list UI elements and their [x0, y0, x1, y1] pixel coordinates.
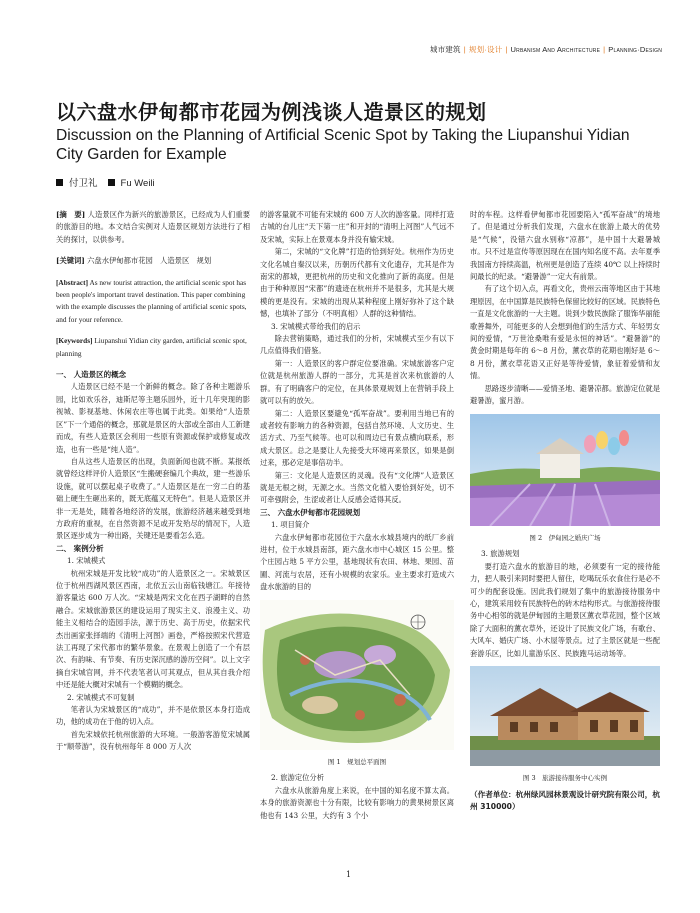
- article-title: 以六盘水伊甸都市花园为例浅谈人造景区的规划: [56, 100, 487, 124]
- paragraph: 思路逐步清晰——爱情圣地、避暑凉都。旅游定位就是避暑游，蜜月游。: [470, 383, 660, 406]
- section-name: 规划·设计: [468, 45, 503, 54]
- article-title-en: Discussion on the Planning of Artificial Scenic Spot by Taking the Liupanshui Yidian City Garden for Example: [56, 127, 630, 163]
- column-2: [260, 209, 454, 822]
- journal-name: 城市建筑: [429, 45, 461, 54]
- figure-caption: 图 3 旅游接待服务中心实例: [522, 774, 608, 783]
- paragraph: 杭州宋城是开发比较“成功”的人造景区之一。宋城景区位于杭州西湖风景区西南，北依五云山南临钱塘江。年接待游客量达 600 万人次。“宋城是两宋文化在西子湖畔的自然融合。宋城旅游景区的建设运用了现实主义、浪漫主义、功能主义相结合的造园手法，源于历史、高于历史，依据宋代杰出画家张择端的《清明上河图》画卷，严格按照宋代营造法工再现了宋代都市的繁华景象。在景观上创造了一个有层次、有韵味、有节奏、有历史深沉感的游历空间”。以上文字摘自宋城官网，并不代表笔者认可其观点，但从其自我介绍中还是能大概对宋城有一个模糊的概念。: [56, 568, 250, 690]
- subsection-heading: 2. 宋城模式不可复制: [66, 692, 135, 702]
- wedding-plaza-figure: [470, 414, 660, 526]
- paragraph: 要打造六盘水的旅游目的地，必须要有一定的接待能力，把人吸引来同时要把人留住，吃喝玩乐衣食住行是必不可少的配套设施。因此我们规划了集中的旅游接待服务中心，建筑采用较有民族特色的砖木结构形式。与旅游接待服务中心相邻的就是伊甸园的主题景区薰衣草花园，整个区域除了大面积的薰衣草外，还设计了民族文化广场，有歌台、大风车、婚庆广场、小木屋等景点。过了主景区就是一些配套游乐区，比如儿童游乐区、民族跑马运动场等。: [470, 561, 660, 658]
- column-3: [470, 209, 660, 814]
- paragraph: 时的车程。这样看伊甸都市花园要陷入“孤军奋战”的境地了。但是通过分析我们发现，六盘水在旅游上最大的优势是“气候”，没错六盘水别称“凉都”，是中国十大避暑城市。只不过是宣传等原因现在在国内知名度不高。去年夏季我国南方持续高温，杭州更是创造了连续 40℃ 以上持续时间最长的纪录。“避暑游”一定大有前景。: [470, 210, 660, 282]
- subsection-heading: 3. 旅游规划: [480, 549, 520, 559]
- paragraph: 第一：人造景区的客户群定位要准确。宋城旅游客户定位就是杭州旅游人群的一部分，尤其是首次来杭旅游的人群。有了明确客户的定位，在具体景观规划上在营销手段上就可以有的放矢。: [260, 358, 454, 406]
- journal-name-en: Urbanism And Architecture: [510, 45, 601, 54]
- keywords-cn: [关键词] 六盘水伊甸都市花园 人造景区 规划: [56, 256, 212, 266]
- service-center-figure: [470, 666, 660, 766]
- paragraph: 第二：人造景区要避免“孤军奋战”。要利用当地已有的或者较有影响力的各种资源，包括自然环境、人文历史、生活方式、乃至气候等。也可以和周边已有景点横向联系，形成大景区。总之是要让人先接受大环境再来景区，如果是倒过来，那必定是事倍功半。: [260, 408, 454, 468]
- paragraph: 笔者认为宋城景区的“成功”，并不是依景区本身打造成功，他的成功在于他的切入点。: [56, 705, 250, 727]
- paragraph: 第二，宋城的“文化牌”打造的恰到好处。杭州作为历史文化名城自秦汉以来，历朝历代都有文化遗存，尤其是作为南宋的都城，更把杭州的历史和文化推向了新的高度。但是由于种种原因“宋都”的遗迹在杭州并不是很多，尤其是大规模的更是没有。宋城的出现从某种程度上刚好弥补了这个缺憾，也填补了部分（不明真相）人群的这种情结。: [260, 247, 454, 319]
- page-number: 1: [346, 870, 352, 879]
- abstract-en: [Abstract] As new tourist attraction, the artificial scenic spot has been people's important travel destination. This paper combining with the example discusses the planning of artificial scenic spots, and for your reference.: [56, 277, 247, 324]
- paragraph: 的游客量就不可能有宋城的 600 万人次的游客量。同样打造古城的台儿庄“天下第一庄”和开封的“清明上河图”人气远不及宋城，实际上在景观本身并没有输宋城。: [260, 210, 454, 244]
- subsection-heading: 1. 项目简介: [270, 520, 310, 530]
- paragraph: 首先宋城依托杭州旅游的大环境。一般游客游览宋城属于“顺带游”，没有杭州每年 8 000 万人次: [56, 729, 250, 752]
- square-bullet-icon: [56, 179, 63, 186]
- authors: [56, 175, 155, 189]
- figure-caption: 图 2 伊甸园之婚庆广场: [529, 533, 601, 542]
- author-cn: 付卫礼: [69, 178, 98, 189]
- section-name-en: Planning·Design: [608, 45, 662, 54]
- subsection-heading: 3. 宋城模式带给我们的启示: [270, 321, 361, 331]
- figure-caption: 图 1 规划总平面图: [327, 758, 387, 766]
- paragraph: 人造景区已经不是一个新鲜的概念。除了各种主题游乐园，比如欢乐谷，迪斯尼等主题乐园外，近十几年突现的影视城、影视基地、休闲农庄等也属于此类。如果给“人造景区”下一个通俗的概念，那就是景区的大部或全部由人工新建而成，有些人造景区会利用一些原有资源或保护或修复或改造，也有一些是“纯人造”。: [56, 382, 250, 454]
- paragraph: 自从这些人造景区的出现，负面新闻也就不断。某报纸就曾经这样评价人造景区“生搬硬套编几个典故，建一些游乐设施，就可以摆起桌子收费了。”人造景区是在一穷二白的基础上硬生生砸出来的，既无底蕴又无特色”。但是人造景区并非一无是处，随着各地经济的发展，旅游经济越来越受到地方政府的重视，在自然资源不足或开发殆尽的情况下，人造景区逐步成为一种出路，关键还是要看怎么造。: [56, 456, 250, 541]
- paragraph: 第三：文化是人造景区的灵魂。没有“文化牌”人造景区就是无根之树，无源之水。当然文化植入要恰到好处，切不可牵强附会，生涩或者让人反感会适得其反。: [260, 470, 454, 505]
- paragraph: 除去营销策略，通过我们的分析，宋城模式至少有以下几点值得我们借鉴。: [260, 334, 454, 356]
- section-heading: 一、 人造景区的概念: [56, 370, 127, 380]
- author-en: Fu Weili: [120, 178, 155, 189]
- running-header: 城市建筑 | 规划·设计 | Urbanism And Architecture | Planning·Design: [429, 45, 662, 54]
- subsection-heading: 1. 宋城模式: [66, 556, 106, 566]
- paragraph: 六盘水从旅游角度上来说，在中国的知名度不算太高。本身的旅游资源也十分有限，比较有影响力的黄果树景区离他也有 143 公里，大约有 3 个小: [260, 785, 454, 820]
- paragraph: 有了这个切入点，再看文化，贵州云南等地区由于其地理原因，在中国算是民族特色保留比较好的区域。民族特色一直是文化旅游的一大主题。说到少数民族除了服饰华丽能歌善舞外，可能更多的人会想到他们的生活方式、年轻男女间的爱情，“万世沧桑唯有爱是永恒的神话”。“避暑游”的黄金时期是每年的 6～8 月份，薰衣草的花期也刚好是 6～8 月份，薰衣草花语又正好是等待爱情，象征着爱情和友情。: [470, 284, 660, 381]
- paragraph: 六盘水伊甸都市花园位于六盘水水城县境内的纸厂乡前进村，位于水城县南部，距六盘水市中心城区 15 公里。整个庄园占地 5 平方公里，基地现状有农田、林地、果园、苗圃、河流与农居，还有小规模的农家乐。业主要求打造成六盘水旅游的目的: [260, 532, 454, 592]
- site-master-plan-figure: [260, 600, 454, 750]
- section-heading: 三、 六盘水伊甸都市花园规划: [260, 507, 361, 517]
- square-bullet-icon: [108, 179, 115, 186]
- section-heading: 二、 案例分析: [56, 543, 104, 553]
- author-affiliation: （作者单位：杭州绿风园林景观设计研究院有限公司，杭州 310000）: [470, 789, 660, 812]
- abstract-cn: [摘 要] 人造景区作为新兴的旅游景区，已经成为人们重要的旅游目的地。本文结合实例对人造景区规划方法进行了相关的探讨，以供参考。: [56, 210, 251, 244]
- keywords-en: [Keywords] Liupanshui Yidian city garden, artificial scenic spot, planning: [56, 336, 247, 358]
- column-1: [56, 209, 250, 754]
- subsection-heading: 2. 旅游定位分析: [270, 773, 324, 783]
